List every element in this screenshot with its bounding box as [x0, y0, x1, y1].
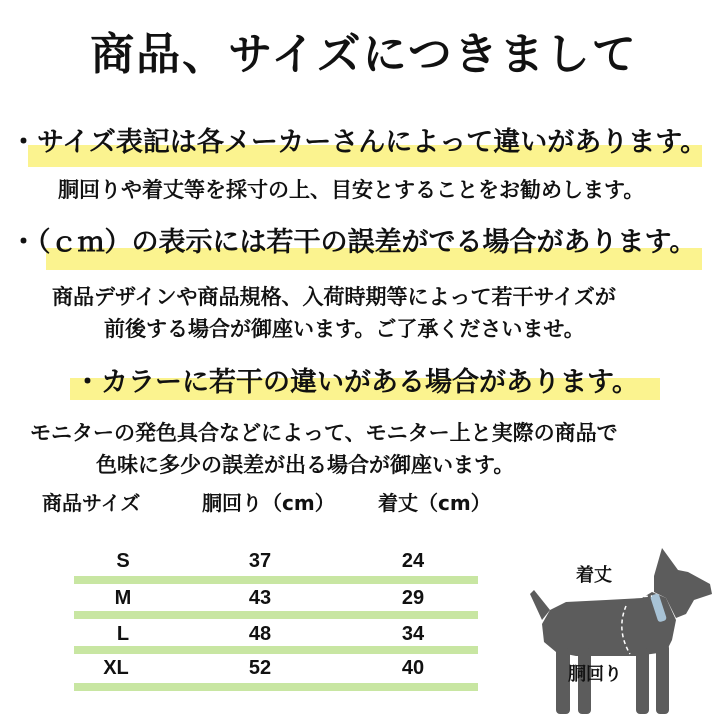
girth-label: 胴回り — [568, 664, 622, 685]
notice-heading-1: ・サイズ表記は各メーカーさんによって違いがあります。 — [10, 127, 708, 158]
length-cell: 34 — [401, 623, 425, 645]
size-cell: XL — [103, 657, 129, 679]
notice-heading-3: ・カラーに若干の違いがある場合があります。 — [74, 367, 639, 398]
girth-cell: 48 — [248, 623, 272, 645]
row-divider — [74, 576, 478, 584]
length-cell: 29 — [401, 587, 425, 609]
length-cell: 24 — [401, 550, 425, 572]
row-divider — [74, 611, 478, 619]
girth-cell: 37 — [248, 550, 272, 572]
notice-heading-2: ・（ｃｍ）の表示には若干の誤差がでる場合があります。 — [10, 227, 697, 258]
length-cell: 40 — [401, 657, 425, 679]
notice-text-2b: 前後する場合が御座います。ご了承くださいませ。 — [104, 317, 585, 341]
row-divider — [74, 683, 478, 691]
notice-text-1: 胴回りや着丈等を採寸の上、目安とすることをお勧めします。 — [58, 178, 645, 202]
notice-text-3a: モニターの発色具合などによって、モニター上と実際の商品で — [30, 421, 618, 445]
notice-text-3b: 色味に多少の誤差が出る場合が御座います。 — [96, 453, 515, 477]
table-header-length: 着丈（cm） — [378, 491, 491, 515]
length-label: 着丈 — [576, 565, 612, 586]
dog-diagram — [516, 540, 726, 725]
size-cell: L — [116, 623, 130, 645]
table-header-size: 商品サイズ — [42, 491, 141, 515]
table-header-girth: 胴回り（cm） — [202, 491, 335, 515]
size-cell: S — [116, 550, 130, 572]
girth-cell: 52 — [248, 657, 272, 679]
notice-text-2a: 商品デザインや商品規格、入荷時期等によって若干サイズが — [52, 285, 616, 309]
size-cell: M — [114, 587, 132, 609]
row-divider — [74, 646, 478, 654]
dog-silhouette-icon — [530, 548, 712, 714]
girth-cell: 43 — [248, 587, 272, 609]
page-title: 商品、サイズにつきまして — [90, 29, 638, 80]
